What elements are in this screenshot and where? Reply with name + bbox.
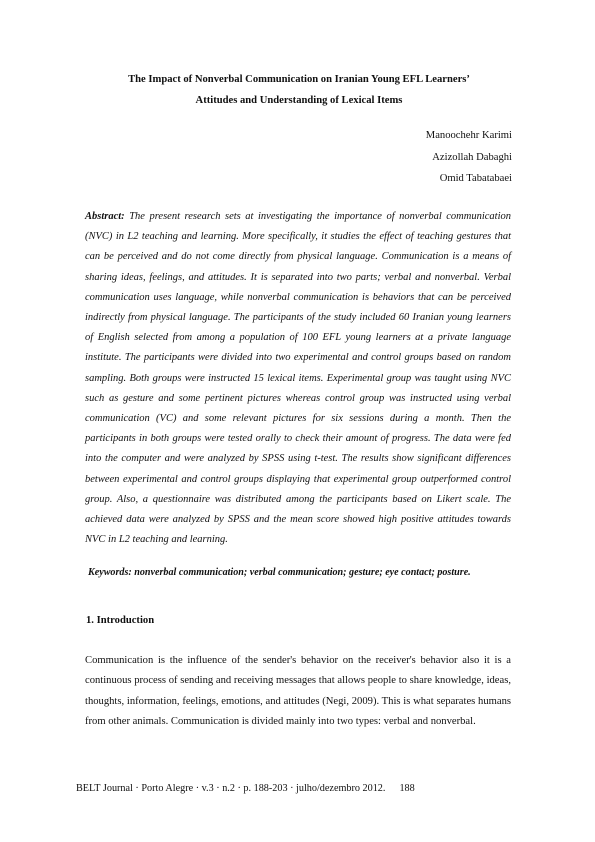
paper-title <box>86 69 512 111</box>
keywords-line: Keywords: nonverbal communication; verbal communication; gesture; eye contact; posture. <box>88 567 471 578</box>
author-list <box>426 125 512 190</box>
journal-citation: BELT Journal · Porto Alegre · v.3 · n.2 · p. 188-203 · julho/dezembro 2012. <box>76 783 386 794</box>
abstract-text: The present research sets at investigating the importance of nonverbal communication (NVC) in L2 teaching and learning. More specifically, it studies the effect of teaching gestures that can be perceived and do not come directly from physical language. Communication is a means of sharing ideas, feelings, and attitudes. It is separated into two parts; verbal and nonverbal. Verbal communication uses language, while nonverbal communication is behaviors that can be perceived indirectly from physical language. The participants of the study included 60 Iranian young learners of English selected from among a population of 100 EFL young learners at a private language institute. The participants were divided into two experimental and control groups based on random sampling. Both groups were instructed 15 lexical items. Experimental group was taught using NVC such as gesture and some pertinent pictures whereas control group was instructed using verbal communication (VC) and some relevant pictures for six sessions during a month. Then the participants in both groups were tested orally to check their amount of progress. The data were fed into the computer and were analyzed by SPSS using t-test. The results show significant differences between experimental and control groups displaying that experimental group outperformed control group. Also, a questionnaire was distributed among the participants based on Likert scale. The achieved data were analyzed by SPSS and the mean score showed high positive attitudes towards NVC in L2 teaching and learning. <box>85 211 511 546</box>
abstract-paragraph <box>85 207 511 550</box>
title-line-1: The Impact of Nonverbal Communication on Iranian Young EFL Learners’ <box>128 74 470 85</box>
page-number: 188 <box>399 783 415 794</box>
author-name: Azizollah Dabaghi <box>432 151 512 163</box>
page-footer <box>76 781 415 797</box>
abstract-label: Abstract: <box>85 211 125 222</box>
title-line-2: Attitudes and Understanding of Lexical Items <box>195 95 403 106</box>
section-heading-introduction: 1. Introduction <box>86 615 155 626</box>
introduction-paragraph: Communication is the influence of the sender's behavior on the receiver's behavior also it is a continuous process of sending and receiving messages that allows people to share knowledge, ideas, thoughts, information, feelings, emotions, and attitudes (Negi, 2009). This is what separates humans from other animals. Communication is divided mainly into two types: verbal and nonverbal. <box>85 655 511 728</box>
author-name: Omid Tabatabaei <box>439 173 512 184</box>
author-name: Manoochehr Karimi <box>425 130 512 141</box>
